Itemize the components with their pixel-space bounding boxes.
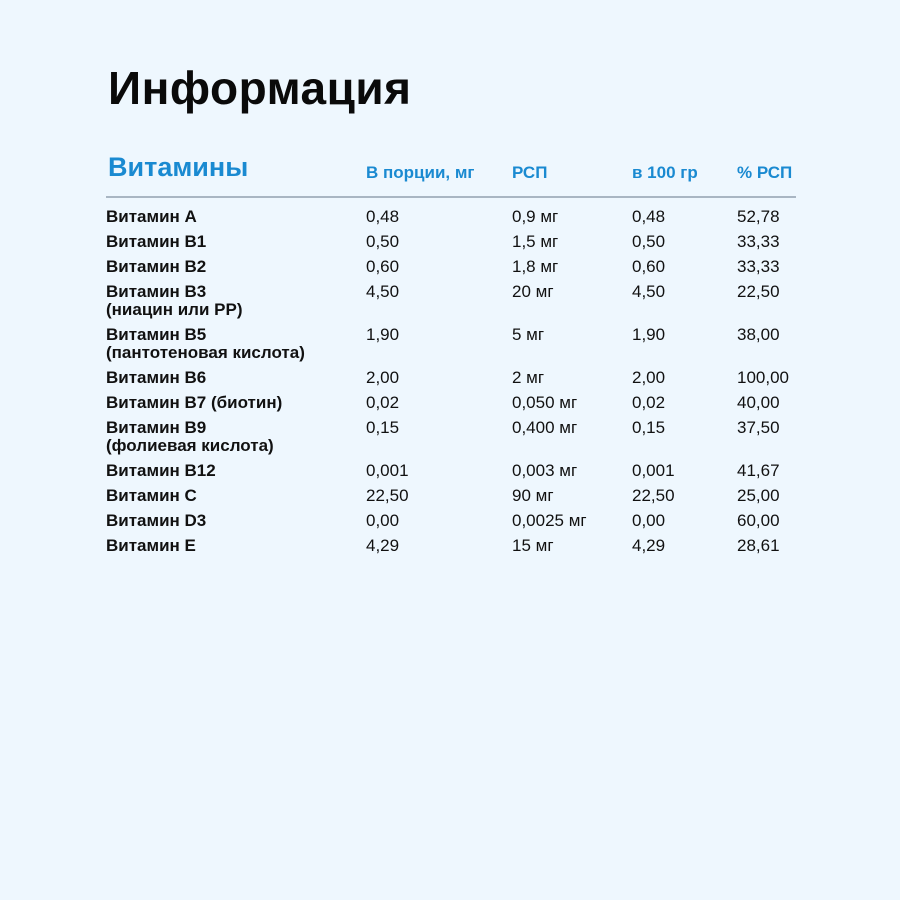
column-header-per-serving: В порции, мг (366, 163, 475, 182)
table-row (106, 462, 796, 487)
section-title: Витамины (108, 152, 249, 182)
table-row (106, 208, 796, 233)
rsp-value: 90 мг (512, 486, 554, 505)
rsp-value: 15 мг (512, 536, 554, 555)
vitamin-name: Витамин С (106, 486, 197, 505)
per-serving-value: 22,50 (366, 486, 409, 505)
vitamin-name: Витамин Е (106, 536, 196, 555)
rsp-value: 1,5 мг (512, 232, 559, 251)
per-serving-value: 0,60 (366, 257, 400, 276)
rsp-percent-value: 37,50 (737, 418, 780, 437)
per-100g-value: 0,15 (632, 418, 666, 437)
table-row (106, 258, 796, 283)
table-row (106, 326, 796, 369)
table-row (106, 283, 796, 326)
rsp-percent-value: 28,61 (737, 536, 780, 555)
rsp-value: 1,8 мг (512, 257, 559, 276)
vitamin-name: Витамин А (106, 207, 197, 226)
rsp-percent-value: 60,00 (737, 511, 780, 530)
per-serving-value: 0,02 (366, 393, 400, 412)
per-serving-value: 0,001 (366, 461, 409, 480)
rsp-value: 20 мг (512, 282, 554, 301)
rsp-percent-value: 33,33 (737, 257, 780, 276)
per-100g-value: 0,001 (632, 461, 675, 480)
per-serving-value: 4,29 (366, 536, 400, 555)
rsp-value: 0,003 мг (512, 461, 578, 480)
rsp-percent-value: 25,00 (737, 486, 780, 505)
per-100g-value: 0,50 (632, 232, 666, 251)
vitamin-name: Витамин В7 (биотин) (106, 393, 283, 412)
per-100g-value: 2,00 (632, 368, 666, 387)
per-serving-value: 0,00 (366, 511, 400, 530)
per-serving-value: 4,50 (366, 282, 400, 301)
vitamin-name: Витамин В9 (фолиевая кислота) (106, 418, 274, 455)
per-100g-value: 0,48 (632, 207, 666, 226)
per-100g-value: 1,90 (632, 325, 666, 344)
per-100g-value: 4,29 (632, 536, 666, 555)
vitamin-name: Витамин В6 (106, 368, 207, 387)
table-row (106, 369, 796, 394)
per-serving-value: 2,00 (366, 368, 400, 387)
table-header (106, 150, 796, 198)
per-serving-value: 1,90 (366, 325, 400, 344)
rsp-percent-value: 40,00 (737, 393, 780, 412)
per-serving-value: 0,15 (366, 418, 400, 437)
rsp-value: 5 мг (512, 325, 545, 344)
rsp-value: 2 мг (512, 368, 545, 387)
rsp-value: 0,0025 мг (512, 511, 587, 530)
vitamin-name: Витамин В3 (ниацин или РР) (106, 282, 243, 319)
rsp-percent-value: 41,67 (737, 461, 780, 480)
table-row (106, 419, 796, 462)
column-header-rsp-percent: % РСП (737, 163, 793, 182)
per-serving-value: 0,48 (366, 207, 400, 226)
rsp-percent-value: 100,00 (737, 368, 789, 387)
rsp-percent-value: 52,78 (737, 207, 780, 226)
rsp-percent-value: 22,50 (737, 282, 780, 301)
page-title: Информация (108, 62, 412, 114)
rsp-percent-value: 33,33 (737, 232, 780, 251)
rsp-value: 0,400 мг (512, 418, 578, 437)
per-100g-value: 0,00 (632, 511, 666, 530)
column-header-rsp: РСП (512, 163, 548, 182)
vitamin-name: Витамин D3 (106, 511, 207, 530)
vitamin-name: Витамин В2 (106, 257, 207, 276)
table-row (106, 233, 796, 258)
per-100g-value: 4,50 (632, 282, 666, 301)
per-serving-value: 0,50 (366, 232, 400, 251)
vitamin-name: Витамин В1 (106, 232, 207, 251)
table-row (106, 512, 796, 537)
column-header-per-100g: в 100 гр (632, 163, 698, 182)
table-row (106, 394, 796, 419)
table-row (106, 487, 796, 512)
per-100g-value: 0,60 (632, 257, 666, 276)
rsp-percent-value: 38,00 (737, 325, 780, 344)
vitamin-name: Витамин В12 (106, 461, 216, 480)
table-body (106, 198, 796, 562)
vitamins-table (106, 150, 796, 562)
vitamin-name: Витамин В5 (пантотеновая кислота) (106, 325, 305, 362)
per-100g-value: 22,50 (632, 486, 675, 505)
table-row (106, 537, 796, 562)
per-100g-value: 0,02 (632, 393, 666, 412)
rsp-value: 0,050 мг (512, 393, 578, 412)
rsp-value: 0,9 мг (512, 207, 559, 226)
